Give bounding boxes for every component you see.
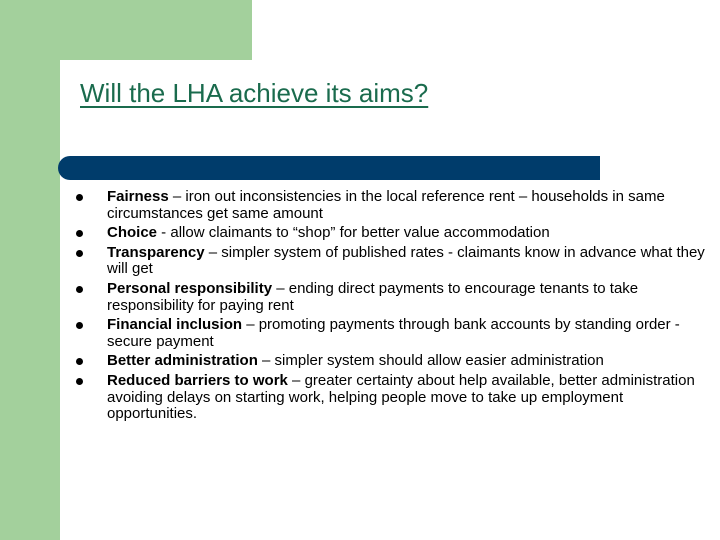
bullet-text: – greater certainty about help available, better administration avoiding delays on starting work, helping people move to take up employment opportunities. [107, 371, 695, 423]
bullet-item-transparency [76, 245, 716, 278]
bullet-item-personal-responsibility [76, 281, 716, 314]
green-top-band [0, 0, 252, 60]
bullet-item-fairness [76, 189, 716, 222]
bullet-item-choice [76, 225, 716, 242]
title-divider-bar [58, 156, 600, 180]
bullet-text: – simpler system should allow easier administration [257, 352, 604, 370]
green-side-band [0, 0, 60, 540]
slide-title: Will the LHA achieve its aims? [80, 78, 429, 108]
bullet-term: Choice [107, 224, 158, 242]
bullet-dot-icon [76, 286, 83, 293]
bullet-term: Reduced barriers to work [107, 371, 288, 389]
bullet-term: Fairness [107, 188, 169, 205]
bullet-dot-icon [76, 358, 83, 365]
bullet-item-better-administration [76, 353, 716, 370]
bullet-term: Better administration [107, 352, 258, 370]
bullet-term: Financial inclusion [107, 316, 243, 334]
bullet-dot-icon [76, 322, 83, 329]
bullet-text: – ending direct payments to encourage tenants to take responsibility for paying rent [107, 279, 639, 314]
bullet-dot-icon [76, 378, 83, 385]
bullet-text: - allow claimants to “shop” for better value accommodation [157, 224, 550, 242]
bullet-text: – simpler system of published rates - claimants know in advance what they will get [107, 243, 705, 278]
bullet-term: Personal responsibility [107, 279, 273, 297]
bullet-list [76, 189, 716, 426]
bullet-item-financial-inclusion [76, 317, 716, 350]
bullet-dot-icon [76, 250, 83, 257]
bullet-item-reduced-barriers [76, 373, 716, 423]
bullet-dot-icon [76, 194, 83, 201]
bullet-term: Transparency [107, 243, 205, 261]
bullet-text: – promoting payments through bank accounts by standing order - secure payment [107, 316, 680, 350]
bullet-dot-icon [76, 230, 83, 237]
bullet-text: – iron out inconsistencies in the local reference rent – households in same circumstances get same amount [107, 188, 665, 222]
